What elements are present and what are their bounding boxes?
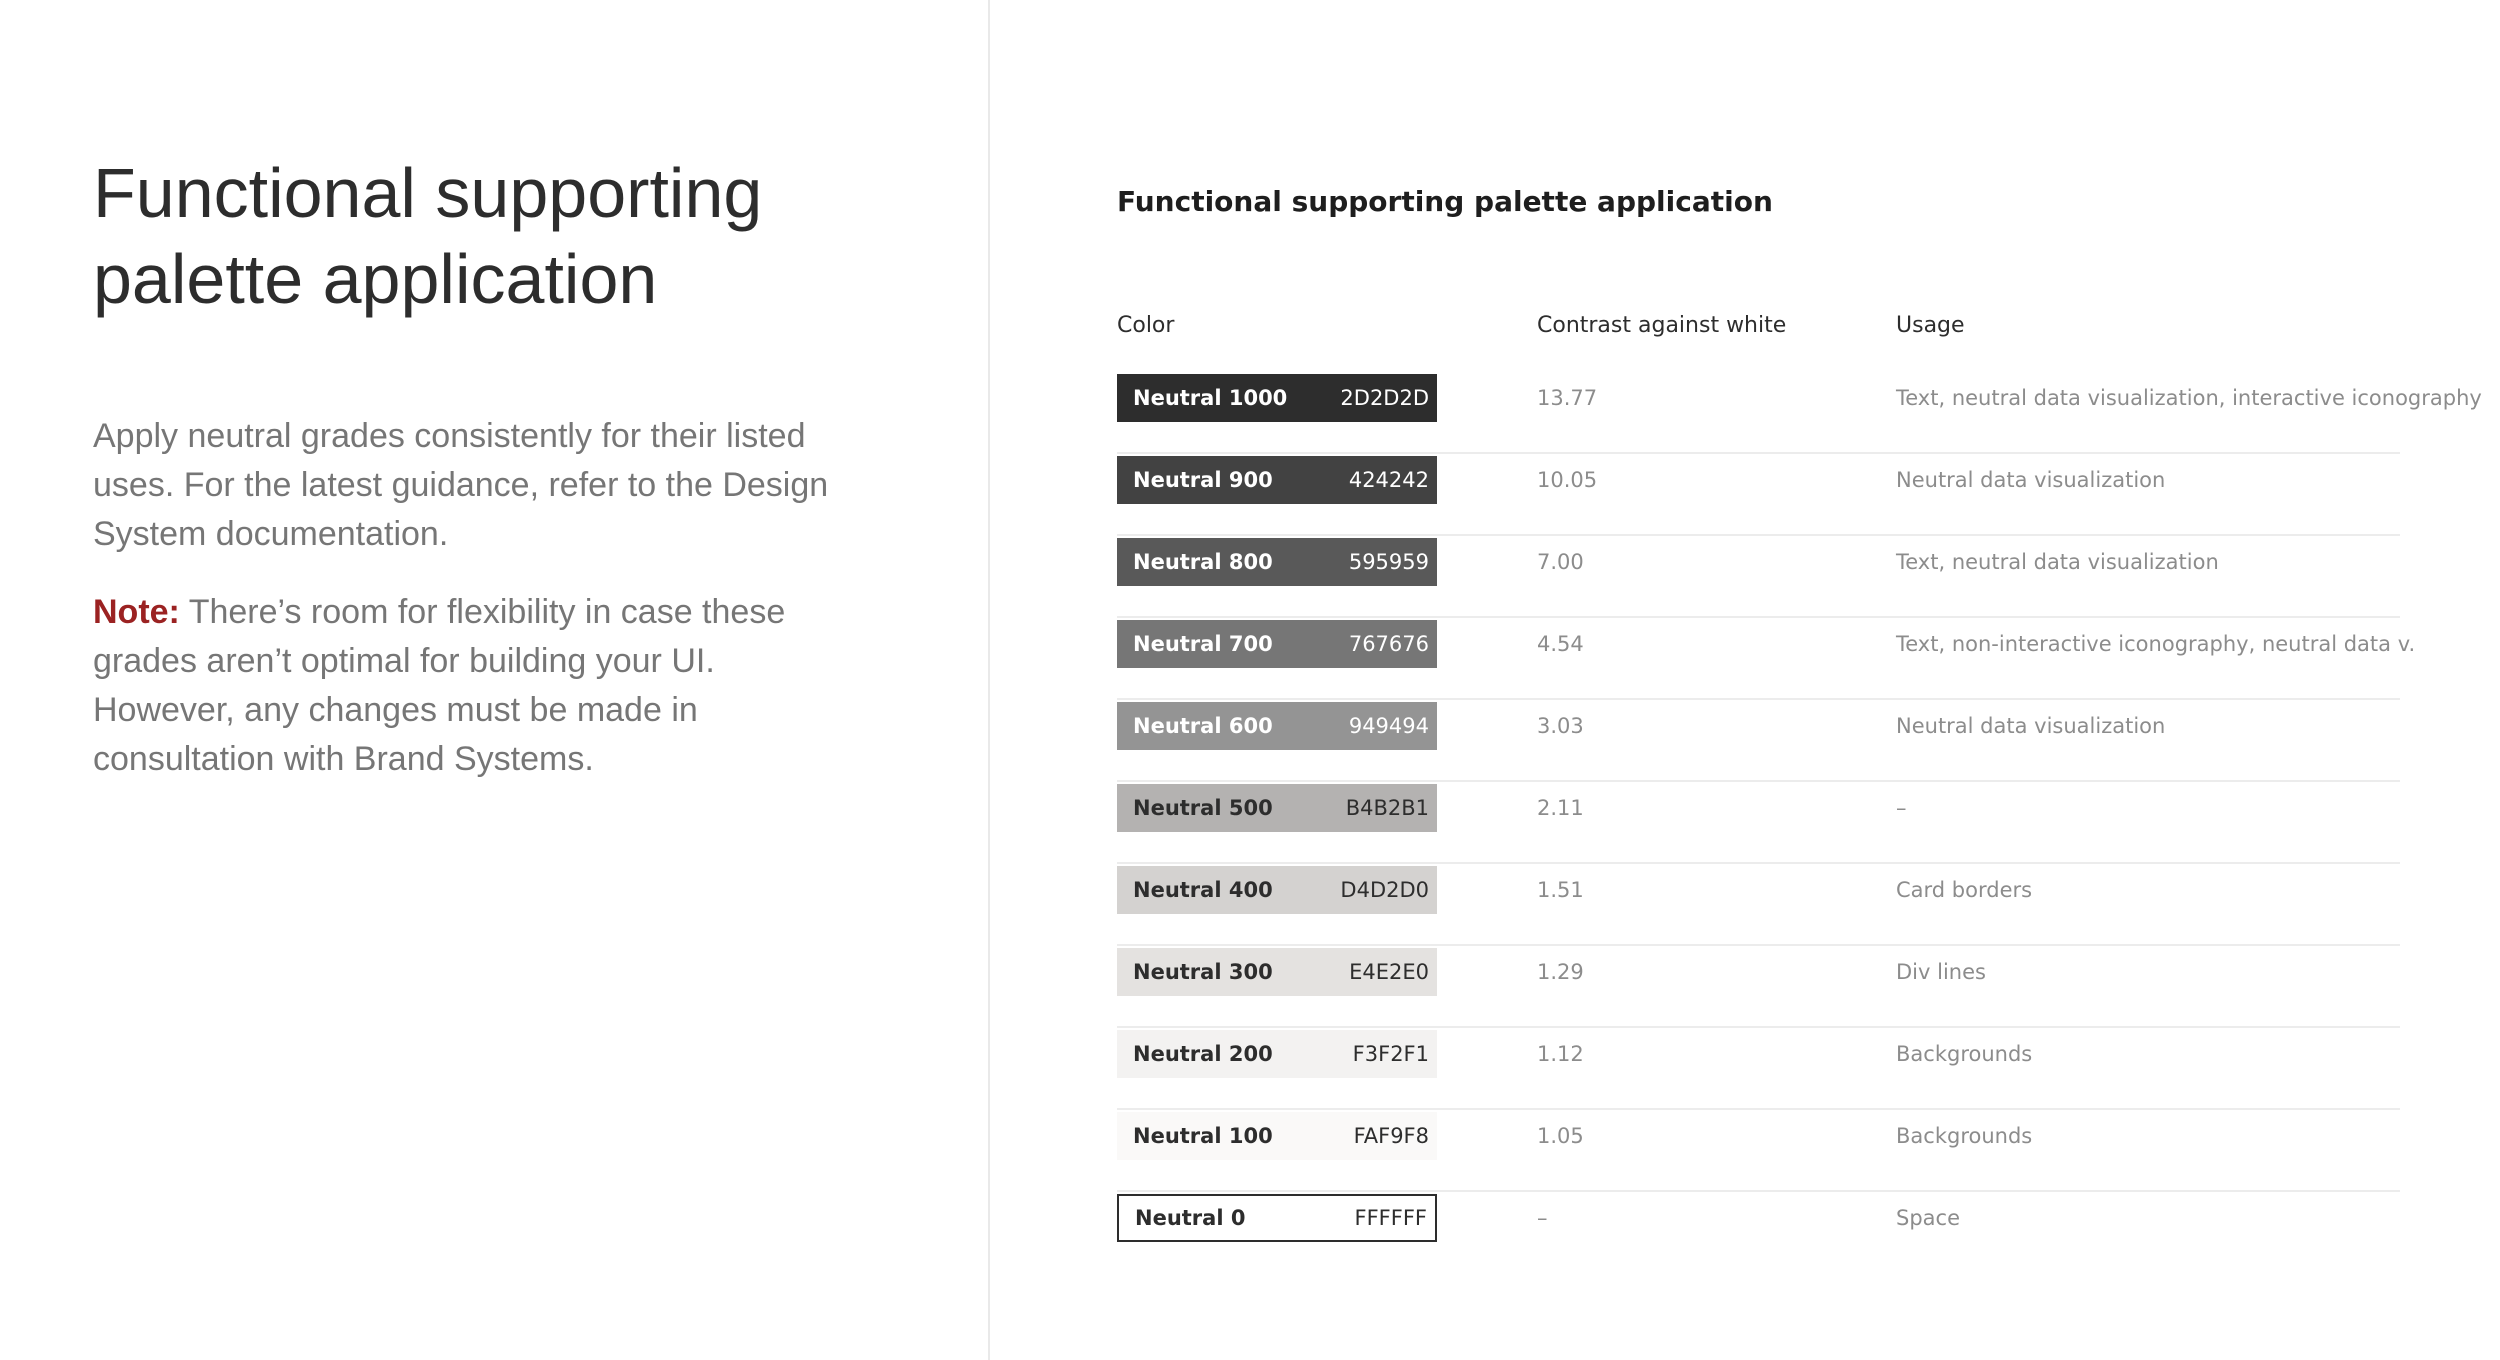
swatch-hex: 2D2D2D xyxy=(1340,386,1429,410)
swatch-name: Neutral 900 xyxy=(1133,468,1273,492)
swatch-name: Neutral 300 xyxy=(1133,960,1273,984)
contrast-value: 2.11 xyxy=(1537,796,1584,820)
column-header-color: Color xyxy=(1117,313,1175,338)
contrast-value: 1.12 xyxy=(1537,1042,1584,1066)
table-row xyxy=(1117,1028,2400,1110)
color-swatch xyxy=(1117,866,1437,914)
color-swatch xyxy=(1117,620,1437,668)
color-swatch xyxy=(1117,1112,1437,1160)
page-title-line-1: Functional supporting xyxy=(93,154,763,232)
table-row xyxy=(1117,782,2400,864)
usage-text: Space xyxy=(1896,1206,1960,1230)
palette-table xyxy=(1117,372,2482,1274)
table-title: Functional supporting palette application xyxy=(1117,185,1773,218)
usage-text: – xyxy=(1896,796,1907,820)
swatch-hex: 424242 xyxy=(1348,468,1429,492)
color-swatch xyxy=(1117,538,1437,586)
swatch-name: Neutral 700 xyxy=(1133,632,1273,656)
swatch-hex: 767676 xyxy=(1348,632,1429,656)
color-swatch xyxy=(1117,1194,1437,1242)
note-text: There’s room for flexibility in case these grades aren’t optimal for building your UI. However, any changes must be made in consultation with Brand Systems. xyxy=(93,593,786,778)
swatch-hex: FFFFFF xyxy=(1354,1206,1427,1230)
table-row xyxy=(1117,372,2482,454)
usage-text: Neutral data visualization xyxy=(1896,468,2166,492)
swatch-name: Neutral 1000 xyxy=(1133,386,1288,410)
swatch-name: Neutral 200 xyxy=(1133,1042,1273,1066)
contrast-value: 3.03 xyxy=(1537,714,1584,738)
note-label: Note: xyxy=(93,593,180,631)
contrast-value: 10.05 xyxy=(1537,468,1598,492)
usage-text: Card borders xyxy=(1896,878,2033,902)
swatch-hex: FAF9F8 xyxy=(1353,1124,1429,1148)
color-swatch xyxy=(1117,1030,1437,1078)
page-title xyxy=(93,150,913,322)
swatch-name: Neutral 400 xyxy=(1133,878,1273,902)
swatch-name: Neutral 600 xyxy=(1133,714,1273,738)
swatch-hex: 949494 xyxy=(1348,714,1429,738)
swatch-hex: E4E2E0 xyxy=(1349,960,1429,984)
swatch-name: Neutral 0 xyxy=(1135,1206,1246,1230)
swatch-hex: 595959 xyxy=(1348,550,1429,574)
intro-panel xyxy=(0,0,988,1360)
swatch-hex: D4D2D0 xyxy=(1340,878,1429,902)
column-header-contrast: Contrast against white xyxy=(1537,313,1787,338)
page-title-line-2: palette application xyxy=(93,240,658,318)
table-row xyxy=(1117,454,2400,536)
contrast-value: 7.00 xyxy=(1537,550,1584,574)
contrast-value: 4.54 xyxy=(1537,632,1584,656)
color-swatch xyxy=(1117,374,1437,422)
usage-text: Text, neutral data visualization xyxy=(1896,550,2219,574)
table-row xyxy=(1117,536,2400,618)
usage-text: Div lines xyxy=(1896,960,1986,984)
color-swatch xyxy=(1117,456,1437,504)
column-header-usage: Usage xyxy=(1896,313,1965,338)
contrast-value: 13.77 xyxy=(1537,386,1598,410)
table-row xyxy=(1117,1192,2400,1274)
contrast-value: – xyxy=(1537,1206,1548,1230)
swatch-hex: B4B2B1 xyxy=(1345,796,1429,820)
table-row xyxy=(1117,618,2416,700)
usage-text: Text, non-interactive iconography, neutral data v. xyxy=(1896,632,2416,656)
color-swatch xyxy=(1117,948,1437,996)
swatch-name: Neutral 800 xyxy=(1133,550,1273,574)
contrast-value: 1.29 xyxy=(1537,960,1584,984)
table-row xyxy=(1117,700,2400,782)
table-row xyxy=(1117,1110,2400,1192)
usage-text: Neutral data visualization xyxy=(1896,714,2166,738)
contrast-value: 1.51 xyxy=(1537,878,1584,902)
color-swatch xyxy=(1117,784,1437,832)
table-row xyxy=(1117,864,2400,946)
note-paragraph xyxy=(93,588,853,784)
swatch-name: Neutral 500 xyxy=(1133,796,1273,820)
usage-text: Text, neutral data visualization, interactive iconography xyxy=(1896,386,2482,410)
description-paragraph: Apply neutral grades consistently for their listed uses. For the latest guidance, refer to the Design System documentation. xyxy=(93,417,829,553)
swatch-hex: F3F2F1 xyxy=(1352,1042,1429,1066)
usage-text: Backgrounds xyxy=(1896,1042,2033,1066)
panel-divider xyxy=(988,0,990,1360)
table-row xyxy=(1117,946,2400,1028)
usage-text: Backgrounds xyxy=(1896,1124,2033,1148)
swatch-name: Neutral 100 xyxy=(1133,1124,1273,1148)
color-swatch xyxy=(1117,702,1437,750)
contrast-value: 1.05 xyxy=(1537,1124,1584,1148)
